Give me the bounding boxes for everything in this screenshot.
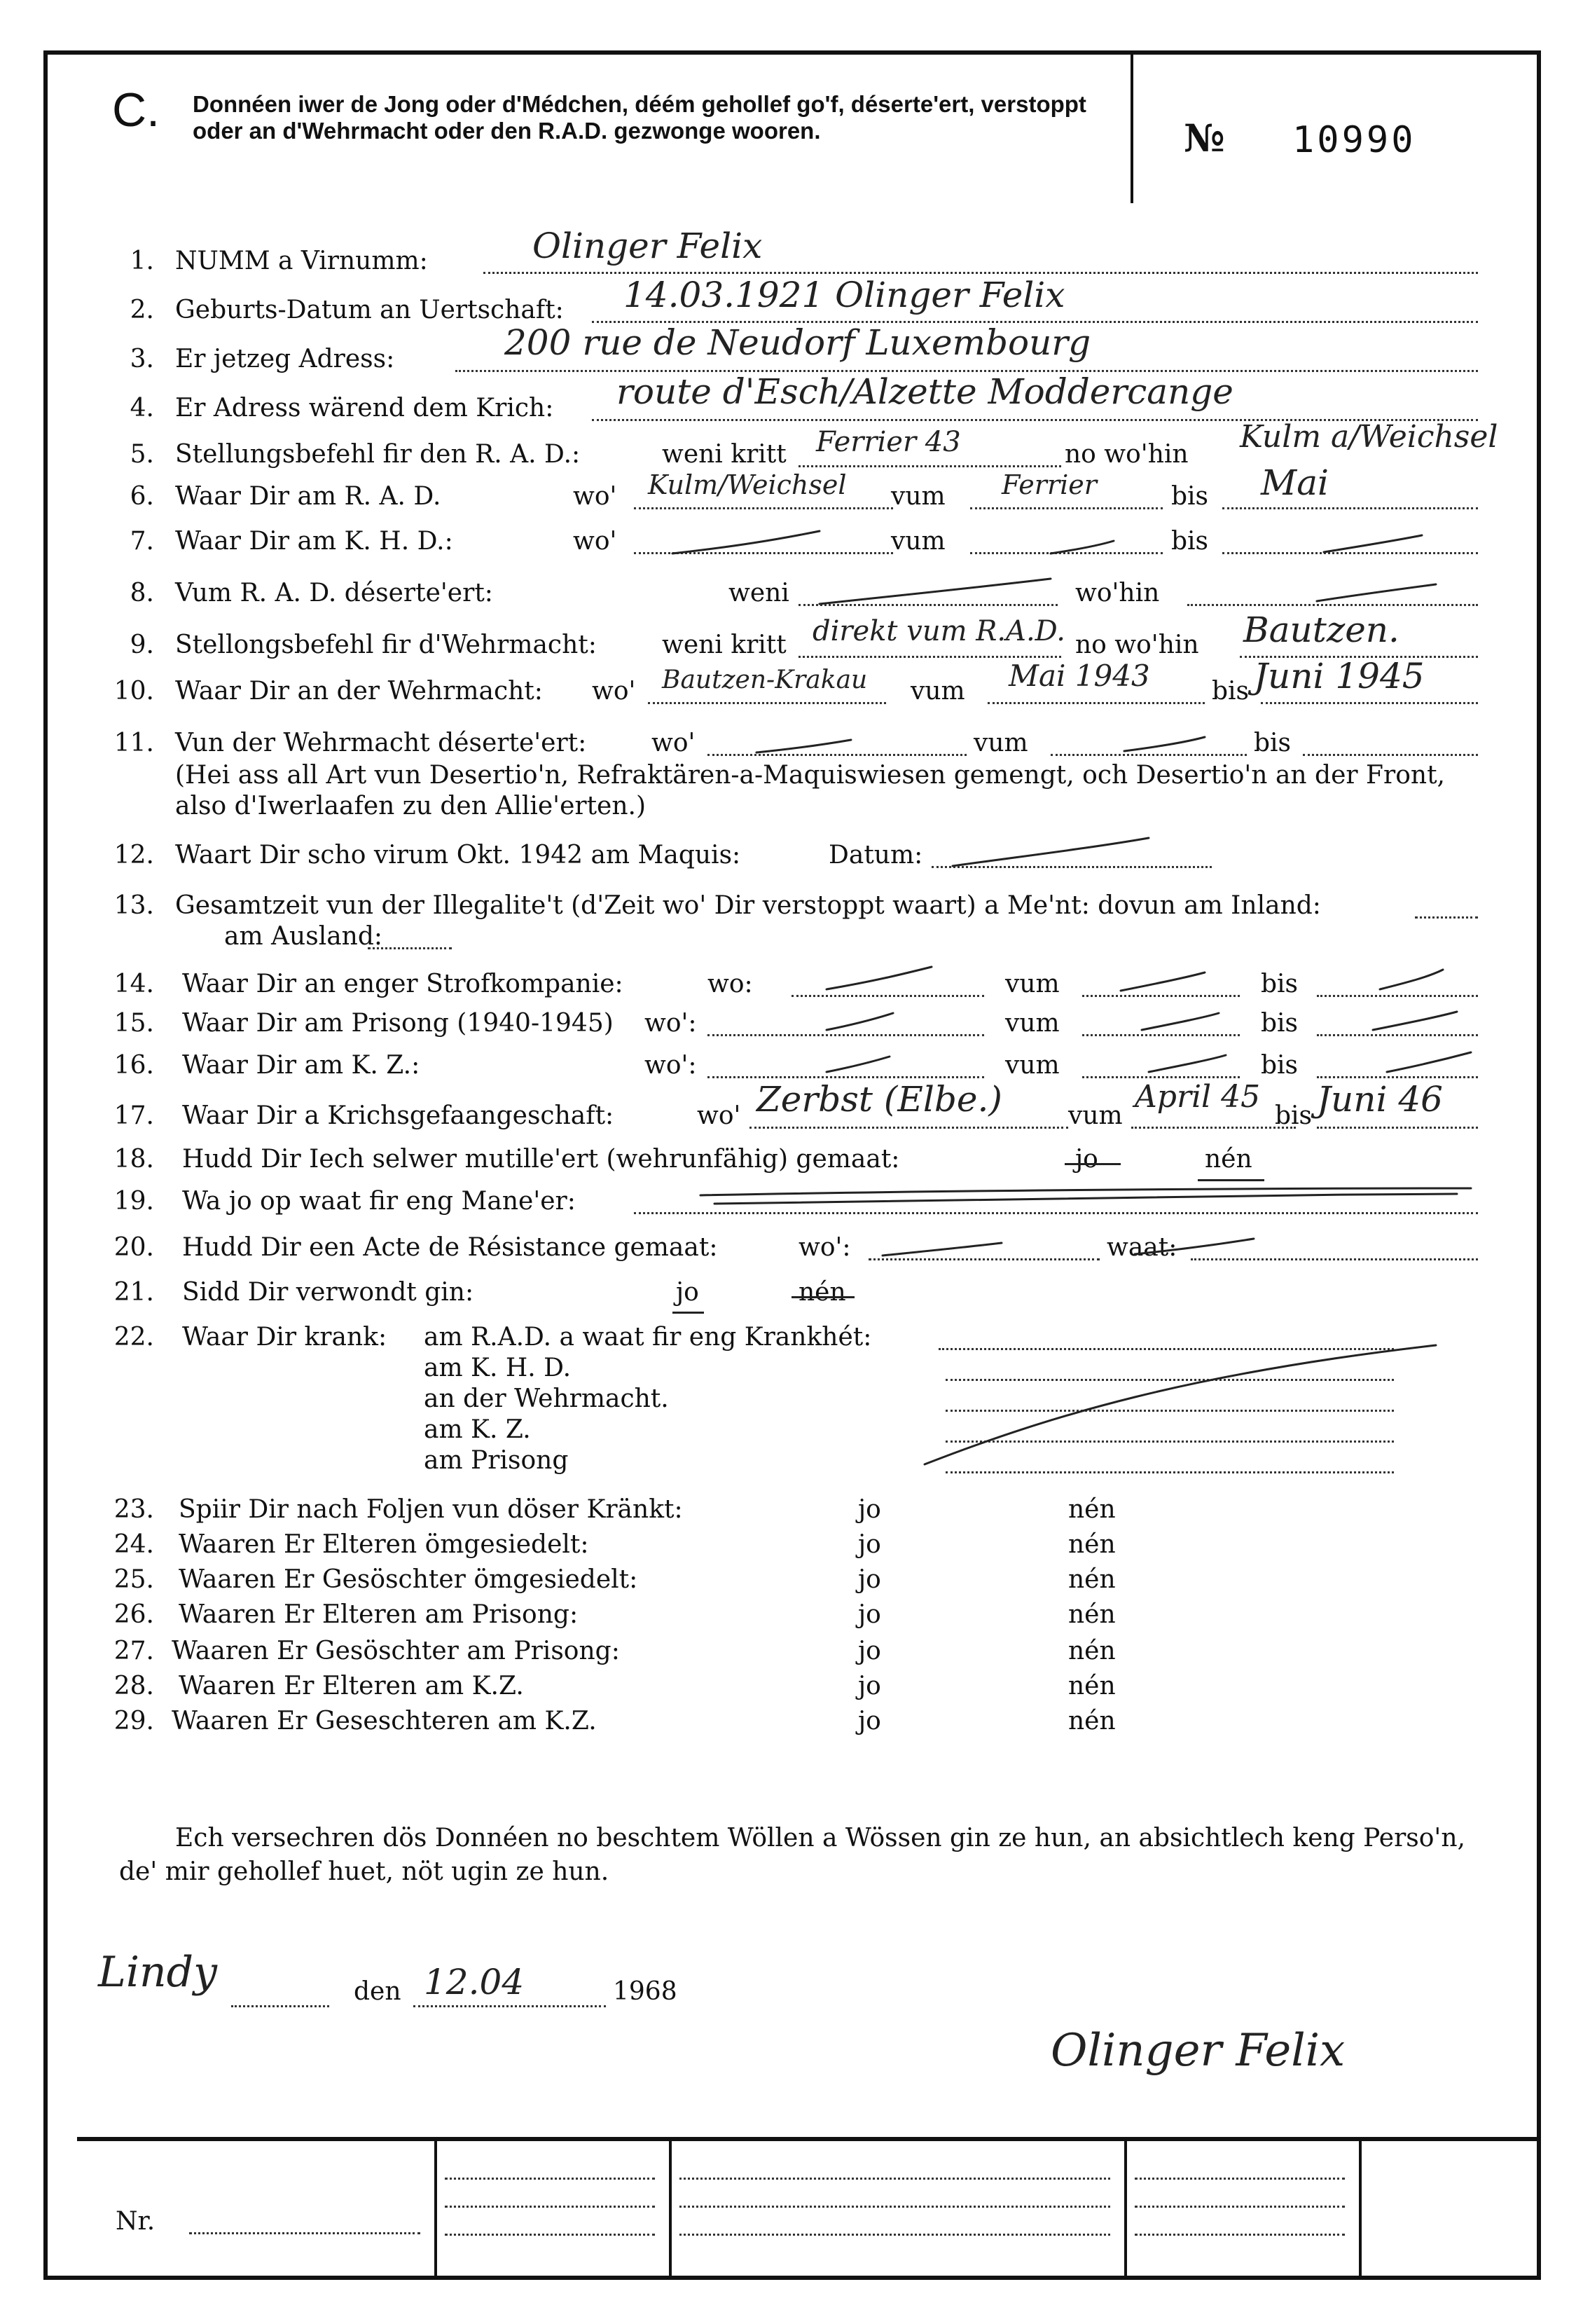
row-number: 24. bbox=[113, 1530, 154, 1559]
rad-desertion-label: Vum R. A. D. déserte'ert: bbox=[175, 579, 493, 607]
nen-option: nén bbox=[1068, 1707, 1116, 1735]
sickness-kz: am K. Z. bbox=[424, 1415, 531, 1444]
nen-option: nén bbox=[1068, 1637, 1116, 1665]
row-number: 1. bbox=[130, 247, 154, 275]
vum-label: vum bbox=[974, 729, 1028, 757]
row-number: 12. bbox=[113, 841, 154, 869]
vum-label: vum bbox=[911, 677, 965, 706]
address-label: Er jetzeg Adress: bbox=[175, 345, 395, 373]
row-number: 8. bbox=[130, 579, 154, 607]
row-number: 27. bbox=[113, 1637, 154, 1665]
footer-col-divider bbox=[434, 2141, 437, 2277]
wo-label: wo': bbox=[644, 1051, 697, 1080]
den-label: den bbox=[354, 1977, 401, 2006]
sickness-wehrmacht: an der Wehrmacht. bbox=[424, 1384, 669, 1413]
waat-label: waat: bbox=[1107, 1233, 1177, 1262]
footer-col-divider bbox=[1124, 2141, 1127, 2277]
footer-top-rule bbox=[77, 2137, 1541, 2141]
siblings-resettled-label: Waaren Er Gesöschter ömgesiedelt: bbox=[179, 1565, 638, 1594]
row-number: 4. bbox=[130, 394, 154, 422]
jo-option: jo bbox=[858, 1672, 881, 1700]
rad-order-date-value: Ferrier 43 bbox=[816, 426, 961, 458]
jo-option: jo bbox=[858, 1530, 881, 1559]
war-address-value: route d'Esch/Alzette Moddercange bbox=[616, 371, 1233, 412]
row-number: 20. bbox=[113, 1233, 154, 1262]
illegality-label: Gesamtzeit vun der Illegalite't (d'Zeit wo' Dir verstoppt waart) a Me'nt: dovun am Inland: bbox=[175, 891, 1321, 920]
row-number: 23. bbox=[113, 1495, 154, 1524]
strike-rad-desertion-date bbox=[820, 579, 1051, 604]
mutilation-manner-label: Wa jo op waat fir eng Mane'er: bbox=[182, 1187, 576, 1216]
wo-label: wo': bbox=[644, 1009, 697, 1038]
strike-desertion-place bbox=[756, 740, 851, 752]
footer-line bbox=[445, 2234, 655, 2236]
wo-label: wo: bbox=[707, 970, 753, 998]
strike-prison-from bbox=[1142, 1013, 1219, 1030]
strike-resistance-place bbox=[883, 1243, 1002, 1256]
vum-label: vum bbox=[1068, 1101, 1123, 1130]
strike-maquis-date bbox=[953, 838, 1149, 866]
rad-to-value: Mai bbox=[1261, 462, 1329, 503]
nr-label: Nr. bbox=[116, 2207, 155, 2236]
footer-line bbox=[1135, 2178, 1345, 2180]
rad-from-value: Ferrier bbox=[1002, 469, 1097, 500]
nen-option: nén bbox=[1068, 1530, 1116, 1559]
name-label: NUMM a Virnumm: bbox=[175, 247, 428, 275]
wo-label: wo' bbox=[592, 677, 636, 706]
wo-label: wo' bbox=[573, 527, 617, 556]
row-number: 11. bbox=[113, 729, 154, 757]
row-number: 13. bbox=[113, 891, 154, 920]
strike-prison-place bbox=[827, 1013, 893, 1030]
kz-label: Waar Dir am K. Z.: bbox=[182, 1051, 420, 1080]
bis-label: bis bbox=[1261, 1051, 1299, 1080]
row-number: 5. bbox=[130, 440, 154, 469]
sickness-label: Waar Dir krank: bbox=[182, 1323, 387, 1352]
parents-kz-label: Waaren Er Elteren am K.Z. bbox=[179, 1672, 524, 1700]
siblings-prison-label: Waaren Er Gesöschter am Prisong: bbox=[172, 1637, 620, 1665]
bis-label: bis bbox=[1171, 527, 1209, 556]
strike-prison-to bbox=[1373, 1012, 1457, 1030]
place-value: Lindy bbox=[98, 1948, 217, 1997]
row-number: 3. bbox=[130, 345, 154, 373]
bis-label: bis bbox=[1171, 482, 1209, 511]
datum-label: Datum: bbox=[829, 841, 923, 869]
row-number: 28. bbox=[113, 1672, 154, 1700]
date-value: 12.04 bbox=[424, 1962, 525, 2002]
row-number: 17. bbox=[113, 1101, 154, 1130]
row-number: 21. bbox=[113, 1278, 154, 1307]
footer-line bbox=[679, 2178, 1110, 2180]
vum-label: vum bbox=[1005, 1051, 1060, 1080]
footer-col-divider bbox=[669, 2141, 672, 2277]
bis-label: bis bbox=[1261, 1009, 1299, 1038]
bis-label: bis bbox=[1261, 970, 1299, 998]
row-number: 10. bbox=[113, 677, 154, 706]
row-number: 7. bbox=[130, 527, 154, 556]
sickness-khd: am K. H. D. bbox=[424, 1354, 572, 1382]
siblings-kz-label: Waaren Er Geseschteren am K.Z. bbox=[172, 1707, 597, 1735]
row-number: 16. bbox=[113, 1051, 154, 1080]
footer-line bbox=[679, 2206, 1110, 2208]
strike-sickness bbox=[925, 1345, 1436, 1464]
nen-option: nén bbox=[1068, 1565, 1116, 1594]
row-number: 9. bbox=[130, 631, 154, 659]
rad-service-label: Waar Dir am R. A. D. bbox=[175, 482, 441, 511]
row-number: 14. bbox=[113, 970, 154, 998]
wehrmacht-to-value: Juni 1945 bbox=[1254, 656, 1425, 696]
strike-penal-to bbox=[1380, 970, 1443, 989]
row-number: 15. bbox=[113, 1009, 154, 1038]
strike-penal-from bbox=[1121, 972, 1205, 991]
signature: Olinger Felix bbox=[1051, 2025, 1346, 2077]
vum-label: vum bbox=[1005, 970, 1060, 998]
row-number: 29. bbox=[113, 1707, 154, 1735]
strike-khd-place bbox=[672, 531, 820, 554]
number-symbol: № bbox=[1184, 116, 1225, 160]
wehrmacht-order-date-value: direkt vum R.A.D. bbox=[813, 615, 1066, 647]
weni-kritt-label: weni kritt bbox=[662, 440, 787, 469]
wo-label: wo': bbox=[799, 1233, 851, 1262]
strike-khd-to bbox=[1324, 535, 1422, 552]
vum-label: vum bbox=[891, 527, 946, 556]
pow-place-value: Zerbst (Elbe.) bbox=[756, 1079, 1002, 1120]
wohin-label: wo'hin bbox=[1075, 579, 1160, 607]
wehrmacht-from-value: Mai 1943 bbox=[1009, 659, 1150, 693]
strike-khd-from bbox=[1051, 541, 1114, 554]
strike-penal-place bbox=[827, 967, 932, 989]
strike-kz-to bbox=[1387, 1052, 1471, 1072]
pow-to-value: Juni 46 bbox=[1317, 1079, 1443, 1120]
footer-line bbox=[679, 2234, 1110, 2236]
wehrmacht-service-label: Waar Dir an der Wehrmacht: bbox=[175, 677, 543, 706]
desertion-note: (Hei ass all Art vun Desertio'n, Refraktären-a-Maquiswiesen gemengt, och Desertio'n an der Front, also d'Iwerlaafen zu den Allie'erten.) bbox=[175, 761, 1445, 820]
ausland-label: am Ausland: bbox=[224, 922, 383, 951]
strike-kz-from bbox=[1149, 1055, 1226, 1072]
no-wohin-label: no wo'hin bbox=[1065, 440, 1189, 469]
jo-option: jo bbox=[858, 1495, 881, 1524]
footer-line bbox=[1135, 2234, 1345, 2236]
weni-label: weni bbox=[728, 579, 789, 607]
row-number: 26. bbox=[113, 1600, 154, 1629]
jo-option: jo bbox=[858, 1600, 881, 1629]
birth-label: Geburts-Datum an Uertschaft: bbox=[175, 296, 564, 324]
sickness-rad: am R.A.D. a waat fir eng Krankhét: bbox=[424, 1323, 872, 1352]
wehrmacht-desertion-label: Vun der Wehrmacht déserte'ert: bbox=[175, 729, 587, 757]
strike-rad-desertion-place bbox=[1317, 584, 1436, 601]
jo-option: jo bbox=[858, 1565, 881, 1594]
year-label: 1968 bbox=[613, 1977, 677, 2006]
resistance-label: Hudd Dir een Acte de Résistance gemaat: bbox=[182, 1233, 718, 1262]
row-number: 18. bbox=[113, 1145, 154, 1174]
wehrmacht-place-value: Bautzen-Krakau bbox=[662, 666, 868, 694]
nen-option: nén bbox=[1068, 1495, 1116, 1524]
row-number: 2. bbox=[130, 296, 154, 324]
wounded-label: Sidd Dir verwondt gin: bbox=[182, 1278, 474, 1307]
section-description: Donnéen iwer de Jong oder d'Médchen, déém gehollef go'f, déserte'ert, verstoppt oder an d'Wehrmacht oder den R.A.D. gezwonge wooren. bbox=[193, 91, 1086, 144]
jo-option: jo bbox=[858, 1707, 881, 1735]
place-line bbox=[231, 2005, 329, 2007]
footer-line bbox=[445, 2206, 655, 2208]
nen-option: nén bbox=[1068, 1600, 1116, 1629]
war-address-label: Er Adress wärend dem Krich: bbox=[175, 394, 554, 422]
pow-from-value: April 45 bbox=[1135, 1079, 1261, 1115]
jo-option: jo bbox=[1075, 1145, 1098, 1174]
rad-place-value: Kulm/Weichsel bbox=[648, 469, 847, 500]
prison-label: Waar Dir am Prisong (1940-1945) bbox=[182, 1009, 614, 1038]
strike-resistance-what bbox=[1135, 1239, 1254, 1254]
nen-option: nén bbox=[1205, 1145, 1252, 1174]
footer-line bbox=[445, 2178, 655, 2180]
bis-label: bis bbox=[1254, 729, 1292, 757]
row-number: 19. bbox=[113, 1187, 154, 1216]
bis-label: bis bbox=[1212, 677, 1250, 706]
row-number: 22. bbox=[113, 1323, 154, 1352]
section-letter: C. bbox=[112, 83, 160, 137]
footer-line bbox=[1135, 2206, 1345, 2208]
wehrmacht-order-place-value: Bautzen. bbox=[1243, 610, 1399, 650]
footer-col-divider bbox=[1359, 2141, 1362, 2277]
nr-line bbox=[189, 2232, 420, 2234]
weni-kritt-label: weni kritt bbox=[662, 631, 787, 659]
penal-company-label: Waar Dir an enger Strofkompanie: bbox=[182, 970, 623, 998]
date-line bbox=[413, 2005, 606, 2007]
parents-prison-label: Waaren Er Elteren am Prisong: bbox=[179, 1600, 579, 1629]
nen-option: nén bbox=[799, 1278, 846, 1307]
strike-desertion-from bbox=[1124, 737, 1205, 751]
name-value: Olinger Felix bbox=[532, 226, 763, 266]
khd-service-label: Waar Dir am K. H. D.: bbox=[175, 527, 453, 556]
address-value: 200 rue de Neudorf Luxembourg bbox=[504, 322, 1091, 363]
jo-option: jo bbox=[676, 1278, 699, 1307]
rad-order-place-value: Kulm a/Weichsel bbox=[1240, 419, 1498, 455]
no-wohin-label: no wo'hin bbox=[1075, 631, 1199, 659]
vum-label: vum bbox=[891, 482, 946, 511]
parents-resettled-label: Waaren Er Elteren ömgesiedelt: bbox=[179, 1530, 589, 1559]
form-number: 10990 bbox=[1292, 119, 1416, 161]
strike-mutilation-2 bbox=[714, 1194, 1457, 1204]
sickness-prison: am Prisong bbox=[424, 1446, 569, 1475]
wehrmacht-order-label: Stellongsbefehl fir d'Wehrmacht: bbox=[175, 631, 597, 659]
birth-value: 14.03.1921 Olinger Felix bbox=[623, 275, 1065, 315]
vum-label: vum bbox=[1005, 1009, 1060, 1038]
aftereffects-label: Spiir Dir nach Foljen vun döser Kränkt: bbox=[179, 1495, 683, 1524]
strike-kz-place bbox=[827, 1057, 890, 1072]
row-number: 25. bbox=[113, 1565, 154, 1594]
rad-order-label: Stellungsbefehl fir den R. A. D.: bbox=[175, 440, 581, 469]
bis-label: bis bbox=[1275, 1101, 1313, 1130]
jo-option: jo bbox=[858, 1637, 881, 1665]
nen-option: nén bbox=[1068, 1672, 1116, 1700]
wo-label: wo' bbox=[651, 729, 696, 757]
pow-label: Waar Dir a Krichsgefaangeschaft: bbox=[182, 1101, 614, 1130]
wo-label: wo' bbox=[697, 1101, 741, 1130]
maquis-label: Waart Dir scho virum Okt. 1942 am Maquis: bbox=[175, 841, 741, 869]
declaration-text: Ech versechren dös Donnéen no beschtem Wöllen a Wössen gin ze hun, an absichtlech keng Perso'n, de' mir gehollef huet, nöt ugin ze hun. bbox=[119, 1824, 1465, 1886]
row-number: 6. bbox=[130, 482, 154, 511]
wo-label: wo' bbox=[573, 482, 617, 511]
self-mutilation-label: Hudd Dir Iech selwer mutille'ert (wehrunfähig) gemaat: bbox=[182, 1145, 900, 1174]
